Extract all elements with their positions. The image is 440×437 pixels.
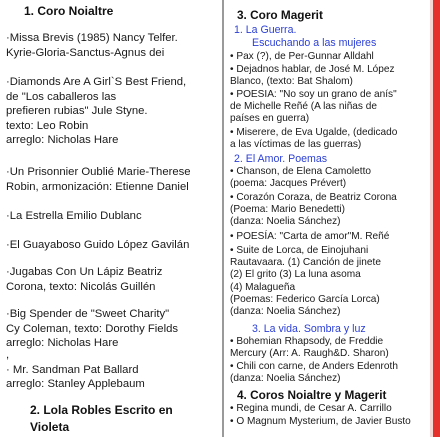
- program-entry-la-estrella: ·La Estrella Emilio Dublanc: [6, 210, 142, 222]
- right-column: [226, 0, 433, 437]
- section-title-coro-noialtre: 1. Coro Noialtre: [24, 4, 114, 18]
- program-item-bohemian-rhapsody: • Bohemian Rhapsody, de Freddie Mercury (Arr: A. Raugh&D. Sharon): [230, 336, 389, 360]
- program-item-suite-de-lorca: • Suite de Lorca, de Einojuhani Rautavaara. (1) Canción de jinete (2) El grito (3) La luna asoma (4) Malagueña (Poemas: Federico García Lorca) (danza: Noelia Sánchez): [230, 245, 381, 318]
- program-item-dejadnos-hablar: • Dejadnos hablar, de José M. López Blanco, (texto: Bat Shalom): [230, 64, 395, 88]
- program-item-pax: • Pax (?), de Per-Gunnar Alldahl: [230, 51, 374, 62]
- subsection-la-vida: 3. La vida. Sombra y luz: [252, 323, 366, 335]
- column-divider: [222, 0, 224, 437]
- program-entry-missa-brevis: ·Missa Brevis (1985) Nancy Telfer. Kyrie-Gloria-Sanctus-Agnus dei: [6, 32, 178, 59]
- section-title-lola-robles: 2. Lola Robles Escrito en Violeta: [30, 403, 173, 434]
- red-edge-stripe: [433, 0, 440, 437]
- program-item-corazon-coraza: • Corazón Coraza, de Beatriz Corona (Poema: Mario Benedetti) (danza: Noelia Sánchez): [230, 192, 397, 228]
- program-item-chanson: • Chanson, de Elena Camoletto (poema: Jacques Prévert): [230, 166, 372, 190]
- section-title-coros-noialtre-magerit: 4. Coros Noialtre y Magerit: [237, 388, 387, 402]
- program-entry-mr-sandman: , · Mr. Sandman Pat Ballard arreglo: Stanley Applebaum: [6, 349, 145, 391]
- subsection-el-amor: 2. El Amor. Poemas: [234, 153, 328, 165]
- program-item-regina-mundi: • Regina mundi, de Cesar A. Carrillo: [230, 403, 392, 414]
- program-entry-big-spender: ·Big Spender de "Sweet Charity" Cy Coleman, texto: Dorothy Fields arreglo: Nicholas Hare: [6, 308, 179, 350]
- program-item-miserere: • Miserere, de Eva Ugalde, (dedicado a las víctimas de las guerras): [230, 127, 398, 151]
- program-entry-el-guayaboso: ·El Guayaboso Guido López Gavilán: [6, 239, 190, 251]
- program-entry-jugabas: ·Jugabas Con Un Lápiz Beatriz Corona, texto: Nicolás Guillén: [6, 266, 163, 293]
- program-item-chili-con-carne: • Chili con carne, de Anders Edenroth (danza: Noelia Sánchez): [230, 361, 398, 385]
- subsection-la-guerra-subtitle: Escuchando a las mujeres: [252, 37, 377, 49]
- program-entry-prisonnier: ·Un Prisonnier Oublié Marie-Therese Robin, armonización: Etienne Daniel: [6, 166, 191, 193]
- program-item-poesia-grano: • POESIA: "No soy un grano de anís" de Michelle Reñé (A las niñas de países en guerra): [230, 89, 397, 125]
- program-item-o-magnum-mysterium: • O Magnum Mysterium, de Javier Busto: [230, 416, 411, 427]
- subsection-la-guerra: 1. La Guerra.: [234, 24, 297, 36]
- section-title-coro-magerit: 3. Coro Magerit: [237, 8, 323, 22]
- program-item-poesia-carta: • POESÍA: "Carta de amor"M. Reñé: [230, 231, 390, 242]
- program-entry-diamonds: ·Diamonds Are A Girl`S Best Friend, de "Los caballeros las prefieren rubias" Jule Styne. texto: Leo Robin arreglo: Nicholas Hare: [6, 76, 187, 147]
